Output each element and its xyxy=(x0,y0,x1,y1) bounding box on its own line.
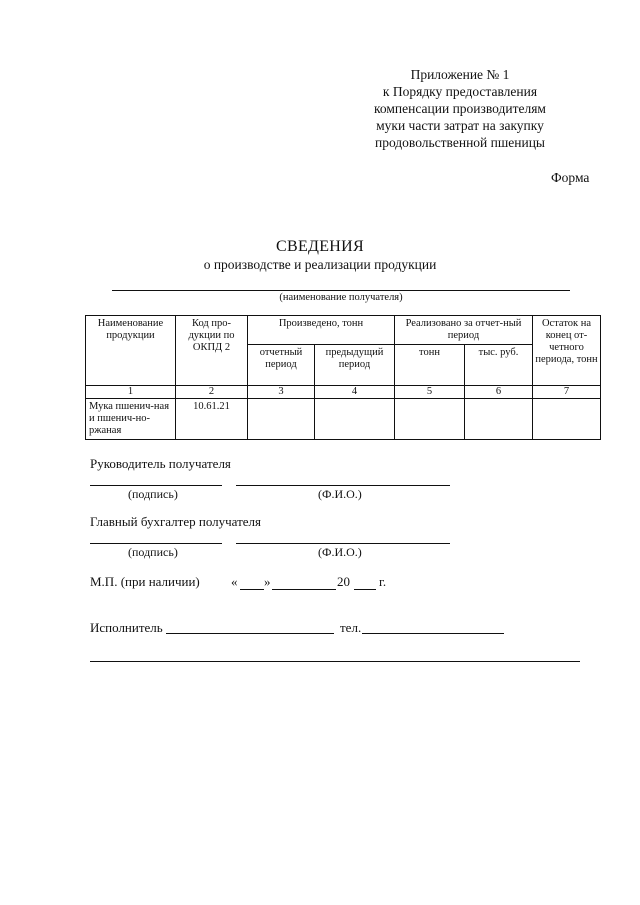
header-product-code: Код про-дукции по ОКПД 2 xyxy=(176,316,248,386)
appendix-line: к Порядку предоставления xyxy=(382,84,538,99)
date-close-quote: » xyxy=(264,574,271,589)
date-year-prefix: 20 xyxy=(337,574,350,589)
accountant-signature-line[interactable] xyxy=(90,543,222,544)
accountant-signature-caption: (подпись) xyxy=(128,545,178,559)
table-row xyxy=(86,399,601,440)
appendix-line: компенсации производителям xyxy=(374,101,546,116)
date-open-quote: « xyxy=(231,574,238,589)
production-table xyxy=(85,315,601,440)
head-signature-caption: (подпись) xyxy=(128,487,178,501)
bottom-divider xyxy=(90,661,580,662)
appendix-line: продовольственной пшеницы xyxy=(374,135,546,150)
row-product-name: Мука пшенич-ная и пшенич-но-ржаная xyxy=(86,399,176,440)
head-label: Руководитель получателя xyxy=(90,456,231,471)
head-fio-line[interactable] xyxy=(236,485,450,486)
row-sold-rub[interactable] xyxy=(465,399,533,440)
accountant-label: Главный бухгалтер получателя xyxy=(90,514,262,529)
header-remainder: Остаток на конец от-четного периода, тонн xyxy=(533,316,601,386)
date-day-line[interactable] xyxy=(240,589,264,590)
head-fio-caption: (Ф.И.О.) xyxy=(318,487,362,501)
column-number: 1 xyxy=(86,386,176,399)
row-produced-reporting[interactable] xyxy=(248,399,315,440)
form-label: Форма xyxy=(551,170,590,185)
header-product-name: Наименование продукции xyxy=(86,316,176,386)
phone-label: тел. xyxy=(340,620,362,635)
column-number: 4 xyxy=(315,386,395,399)
column-number: 5 xyxy=(395,386,465,399)
executor-label: Исполнитель xyxy=(90,620,163,635)
head-signature-line[interactable] xyxy=(90,485,222,486)
phone-line[interactable] xyxy=(362,633,504,634)
row-remainder[interactable] xyxy=(533,399,601,440)
row-produced-previous[interactable] xyxy=(315,399,395,440)
date-year-suffix: г. xyxy=(379,574,387,589)
column-number: 6 xyxy=(465,386,533,399)
document-title: СВЕДЕНИЯ xyxy=(276,238,364,255)
recipient-name-line[interactable] xyxy=(112,290,570,291)
appendix-block xyxy=(340,66,580,151)
accountant-fio-caption: (Ф.И.О.) xyxy=(318,545,362,559)
date-month-line[interactable] xyxy=(272,589,336,590)
date-year-line[interactable] xyxy=(354,589,376,590)
executor-name-line[interactable] xyxy=(166,633,334,634)
row-product-code: 10.61.21 xyxy=(176,399,248,440)
document-subtitle: о производстве и реализации продукции xyxy=(203,257,437,272)
header-reporting-period: отчетный период xyxy=(248,345,315,386)
header-sold: Реализовано за отчет-ный период xyxy=(395,316,533,345)
column-number: 2 xyxy=(176,386,248,399)
accountant-fio-line[interactable] xyxy=(236,543,450,544)
header-sold-tons: тонн xyxy=(395,345,465,386)
header-sold-rub: тыс. руб. xyxy=(465,345,533,386)
recipient-caption: (наименование получателя) xyxy=(279,292,403,303)
row-sold-tons[interactable] xyxy=(395,399,465,440)
column-number: 3 xyxy=(248,386,315,399)
header-previous-period: предыдущий период xyxy=(315,345,395,386)
header-produced: Произведено, тонн xyxy=(248,316,395,345)
appendix-line: Приложение № 1 xyxy=(410,67,510,82)
stamp-label: М.П. (при наличии) xyxy=(90,574,200,589)
appendix-line: муки части затрат на закупку xyxy=(376,118,544,133)
column-number: 7 xyxy=(533,386,601,399)
